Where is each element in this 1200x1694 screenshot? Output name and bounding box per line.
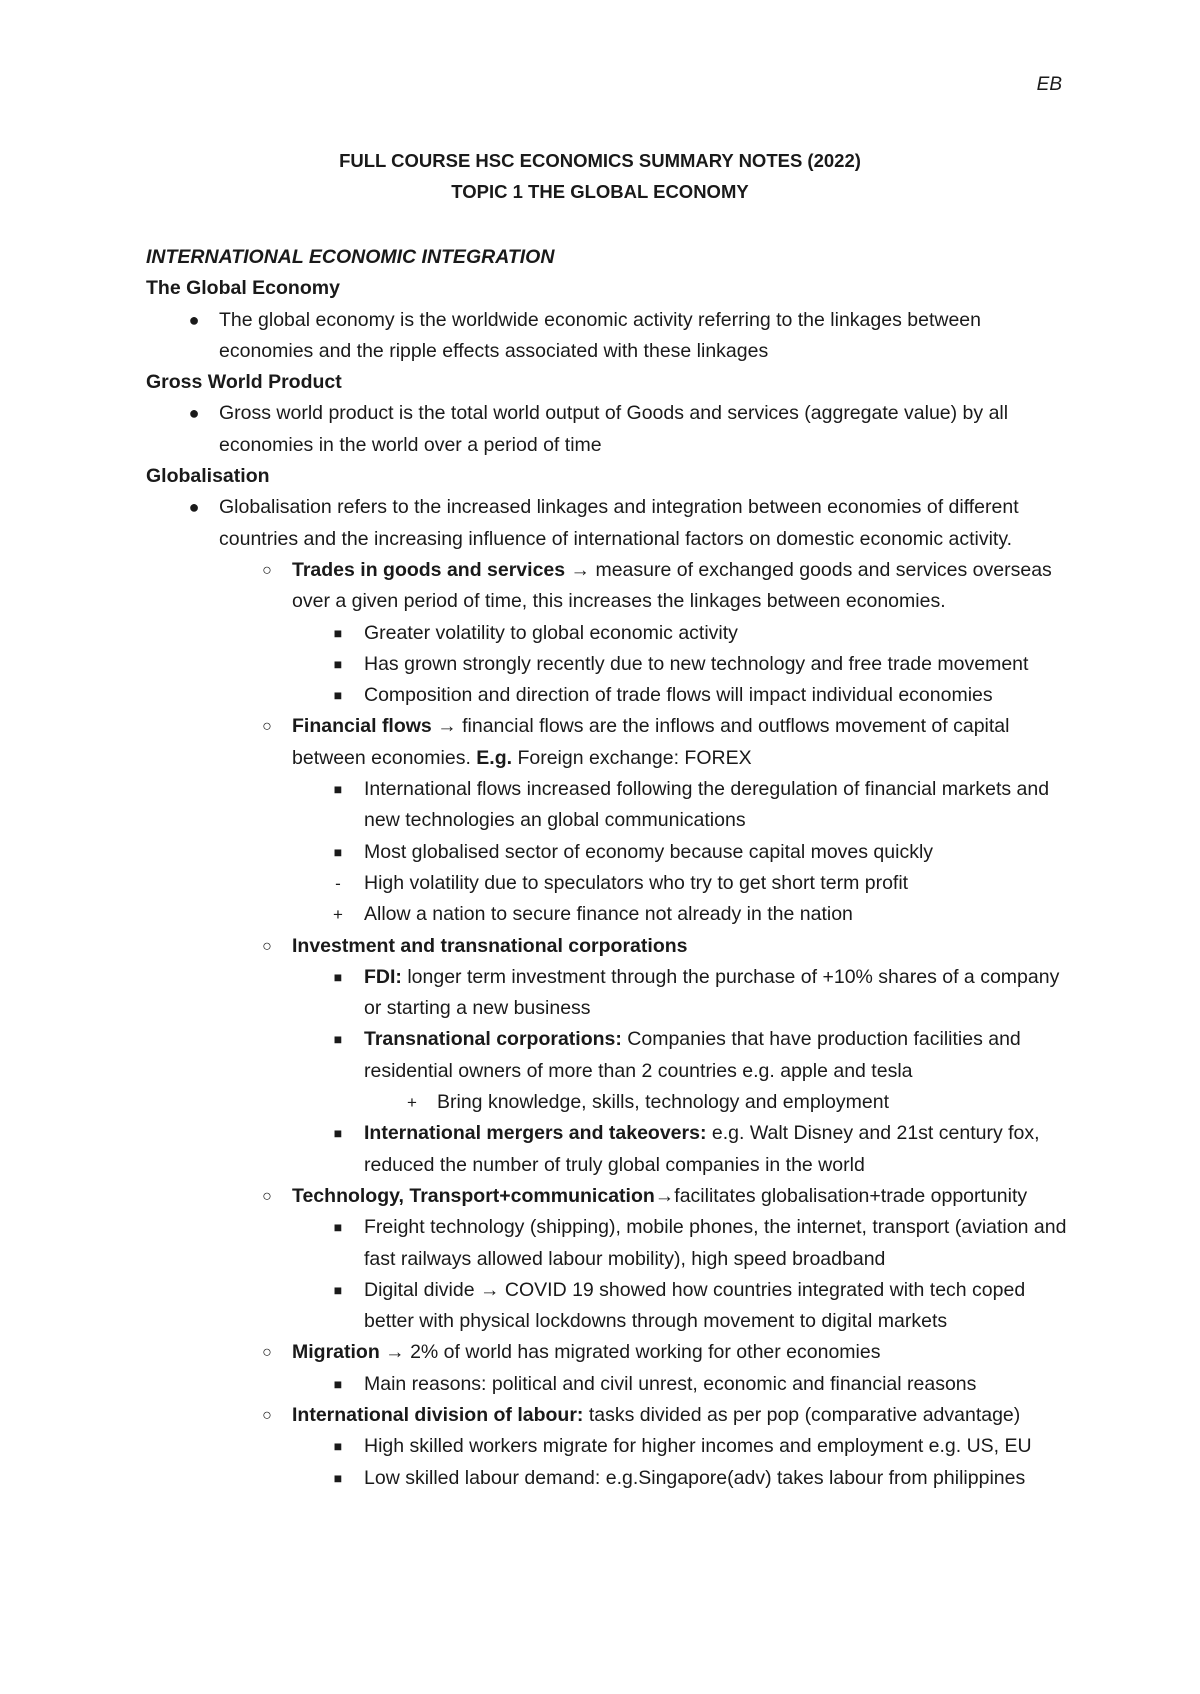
section-title: INTERNATIONAL ECONOMIC INTEGRATION: [146, 246, 555, 268]
bullet-square-icon: ■: [333, 1438, 343, 1455]
list-item: ■ Low skilled labour demand: e.g.Singapore(adv) takes labour from philippines: [146, 1463, 1076, 1494]
bullet-dot-icon: ●: [188, 309, 200, 330]
list-item: ■ Most globalised sector of economy because capital moves quickly: [146, 837, 1076, 868]
list-item: ■ International flows increased following the deregulation of financial markets and new technologies an global communications: [146, 774, 1076, 837]
plus-icon: +: [407, 1093, 417, 1113]
list-item: ■ International mergers and takeovers: e.g. Walt Disney and 21st century fox, reduced the number of truly global companies in the world: [146, 1118, 1076, 1181]
heading-gross-world-product: Gross World Product: [146, 371, 342, 394]
bullet-square-icon: ■: [333, 1031, 343, 1048]
bullet-dot-icon: ●: [188, 497, 200, 518]
bullet-square-icon: ■: [333, 624, 343, 641]
minus-icon: -: [335, 873, 341, 893]
list-item-migration: ○ Migration → 2% of world has migrated working for other economies: [146, 1337, 1076, 1368]
bullet-circle-icon: ○: [262, 1344, 272, 1362]
list-item: ■ Main reasons: political and civil unrest, economic and financial reasons: [146, 1369, 1076, 1400]
bullet-circle-icon: ○: [262, 561, 272, 579]
list-item: ■ FDI: longer term investment through the purchase of +10% shares of a company or starting a new business: [146, 962, 1076, 1025]
list-item: ■ Has grown strongly recently due to new technology and free trade movement: [146, 649, 1076, 680]
document-title: FULL COURSE HSC ECONOMICS SUMMARY NOTES (2022): [339, 150, 861, 171]
bullet-circle-icon: ○: [262, 718, 272, 736]
bullet-square-icon: ■: [333, 655, 343, 672]
list-item: ■ Composition and direction of trade flows will impact individual economies: [146, 680, 1076, 711]
bullet-square-icon: ■: [333, 1469, 343, 1486]
list-item: ● Gross world product is the total world output of Goods and services (aggregate value) by all economies in the world over a period of time: [146, 398, 1076, 461]
list-item: ■ Digital divide → COVID 19 showed how countries integrated with tech coped better with physical lockdowns through movement to digital markets: [146, 1275, 1076, 1338]
bullet-square-icon: ■: [333, 687, 343, 704]
plus-icon: +: [333, 905, 343, 925]
list-item: ● Globalisation refers to the increased linkages and integration between economies of different countries and the increasing influence of international factors on domestic economic activity.: [146, 492, 1076, 555]
list-item-technology: ○ Technology, Transport+communication→facilitates globalisation+trade opportunity: [146, 1181, 1076, 1212]
bullet-circle-icon: ○: [262, 1187, 272, 1205]
author-initials: EB: [1036, 74, 1062, 95]
list-item: ■ Freight technology (shipping), mobile phones, the internet, transport (aviation and fast railways allowed labour mobility), high speed broadband: [146, 1212, 1076, 1275]
bullet-circle-icon: ○: [262, 937, 272, 955]
list-item: - High volatility due to speculators who try to get short term profit: [146, 868, 1076, 899]
bullet-dot-icon: ●: [188, 403, 200, 424]
bullet-square-icon: ■: [333, 1375, 343, 1392]
list-item: ■ High skilled workers migrate for higher incomes and employment e.g. US, EU: [146, 1431, 1076, 1462]
heading-global-economy: The Global Economy: [146, 277, 340, 300]
list-item: + Allow a nation to secure finance not already in the nation: [146, 899, 1076, 930]
bullet-square-icon: ■: [333, 1281, 343, 1298]
bullet-square-icon: ■: [333, 843, 343, 860]
bullet-square-icon: ■: [333, 1125, 343, 1142]
list-item: + Bring knowledge, skills, technology and employment: [146, 1087, 1076, 1118]
bullet-square-icon: ■: [333, 781, 343, 798]
bullet-square-icon: ■: [333, 968, 343, 985]
list-item-financial-flows: ○ Financial flows → financial flows are the inflows and outflows movement of capital between economies. E.g. Foreign exchange: FOREX: [146, 711, 1076, 774]
list-item-division-of-labour: ○ International division of labour: tasks divided as per pop (comparative advantage): [146, 1400, 1076, 1431]
bullet-circle-icon: ○: [262, 1406, 272, 1424]
list-item-investment: ○ Investment and transnational corporations: [146, 931, 1076, 962]
notes-body: [146, 242, 1076, 1494]
heading-globalisation: Globalisation: [146, 465, 270, 488]
list-item: ■ Greater volatility to global economic activity: [146, 618, 1076, 649]
list-item: ■ Transnational corporations: Companies that have production facilities and residential owners of more than 2 countries e.g. apple and tesla: [146, 1024, 1076, 1087]
list-item: ● The global economy is the worldwide economic activity referring to the linkages between economies and the ripple effects associated with these linkages: [146, 305, 1076, 368]
document-subtitle: TOPIC 1 THE GLOBAL ECONOMY: [451, 181, 749, 202]
list-item-trade: ○ Trades in goods and services → measure of exchanged goods and services overseas over a given period of time, this increases the linkages between economies.: [146, 555, 1076, 618]
bullet-square-icon: ■: [333, 1219, 343, 1236]
